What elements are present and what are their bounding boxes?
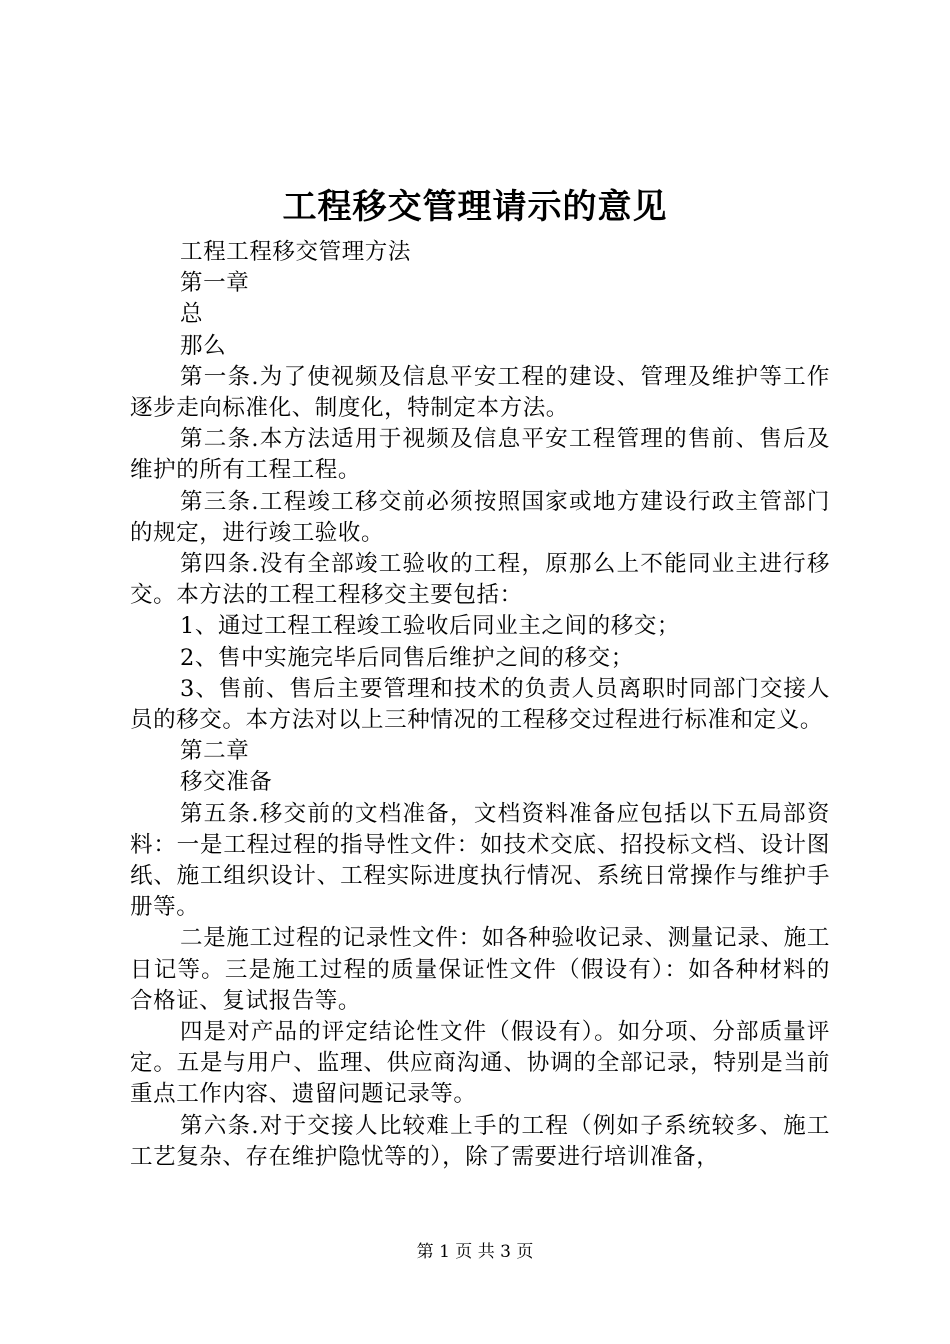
article-paragraph: 第四条.没有全部竣工验收的工程，原那么上不能同业主进行移交。本方法的工程工程移交主要包括： <box>130 551 830 609</box>
list-item: 2、售中实施完毕后同售后维护之间的移交； <box>180 644 634 671</box>
paragraph: 二是施工过程的记录性文件：如各种验收记录、测量记录、施工日记等。三是施工过程的质量保证性文件（假设有）：如各种材料的合格证、复试报告等。 <box>130 925 830 1014</box>
article-paragraph: 第二条.本方法适用于视频及信息平安工程管理的售前、售后及维护的所有工程工程。 <box>130 426 830 484</box>
article-paragraph: 第三条.工程竣工移交前必须按照国家或地方建设行政主管部门的规定，进行竣工验收。 <box>130 488 830 546</box>
chapter-heading: 第一章 <box>180 270 250 297</box>
section-heading: 那么 <box>180 332 227 359</box>
article-paragraph: 第一条.为了使视频及信息平安工程的建设、管理及维护等工作逐步走向标准化、制度化，特制定本方法。 <box>130 363 830 422</box>
document-body <box>130 237 830 1173</box>
page-number-footer: 第 1 页 共 3 页 <box>416 1242 534 1262</box>
section-heading: 移交准备 <box>180 769 273 796</box>
document-title: 工程移交管理请示的意见 <box>282 187 668 227</box>
section-heading: 总 <box>180 301 204 328</box>
list-item: 3、售前、售后主要管理和技术的负责人员离职时同部门交接人员的移交。本方法对以上三种情况的工程移交过程进行标准和定义。 <box>130 675 830 734</box>
paragraph: 四是对产品的评定结论性文件（假设有）。如分项、分部质量评定。五是与用户、监理、供应商沟通、协调的全部记录，特别是当前重点工作内容、遗留问题记录等。 <box>130 1019 830 1108</box>
article-paragraph: 第六条.对于交接人比较难上手的工程（例如子系统较多、施工工艺复杂、存在维护隐忧等的），除了需要进行培训准备， <box>130 1112 830 1170</box>
list-item: 1、通过工程工程竣工验收后同业主之间的移交； <box>180 613 681 640</box>
paragraph: 工程工程移交管理方法 <box>180 239 412 265</box>
article-paragraph: 第五条.移交前的文档准备，文档资料准备应包括以下五局部资料：一是工程过程的指导性文件：如技术交底、招投标文档、设计图纸、施工组织设计、工程实际进度执行情况、系统日常操作与维护手册等。 <box>130 800 830 921</box>
chapter-heading: 第二章 <box>180 738 250 765</box>
